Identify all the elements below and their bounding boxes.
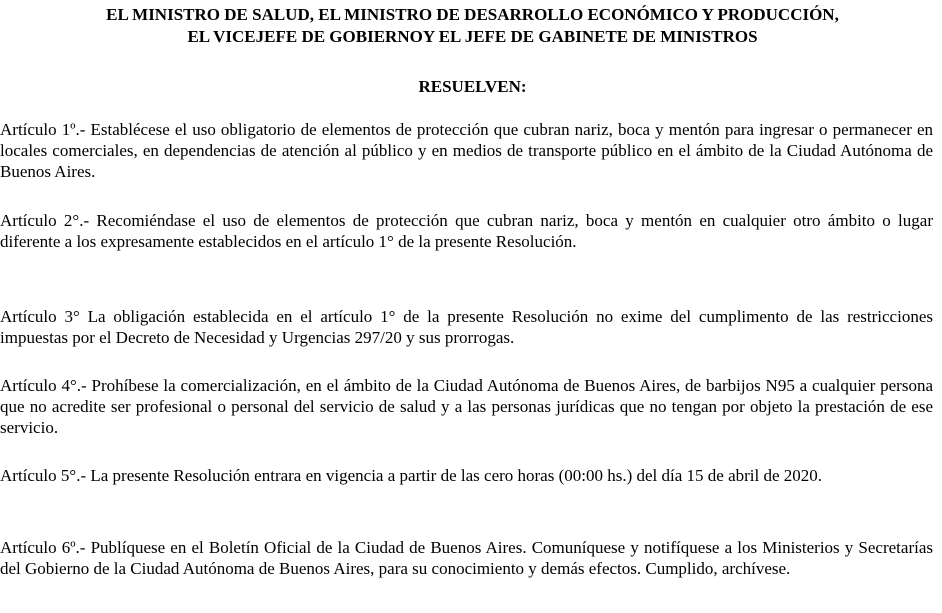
article-6: Artículo 6º.- Publíquese en el Boletín Oficial de la Ciudad de Buenos Aires. Comuníquese y notifíquese a los Ministerios y Secretarías del Gobierno de la Ciudad Autónoma de Buenos Aires, para su conocimiento y demás efectos. Cumplido, archívese. [0, 538, 933, 578]
header-line-1: EL MINISTRO DE SALUD, EL MINISTRO DE DESARROLLO ECONÓMICO Y PRODUCCIÓN, [106, 5, 839, 24]
article-1: Artículo 1º.- Establécese el uso obligatorio de elementos de protección que cubran nariz, boca y mentón para ingresar o permanecer en locales comerciales, en dependencias de atención al público y en medios de transporte público en el ámbito de la Ciudad Autónoma de Buenos Aires. [0, 120, 933, 181]
article-2: Artículo 2°.- Recomiéndase el uso de elementos de protección que cubran nariz, boca y mentón en cualquier otro ámbito o lugar diferente a los expresamente establecidos en el artículo 1° de la presente Resolución. [0, 211, 933, 251]
article-5: Artículo 5°.- La presente Resolución entrara en vigencia a partir de las cero horas (00:00 hs.) del día 15 de abril de 2020. [0, 466, 823, 485]
header-line-2: EL VICEJEFE DE GOBIERNOY EL JEFE DE GABINETE DE MINISTROS [187, 27, 758, 46]
resolution-heading: RESUELVEN: [418, 77, 527, 96]
document-header [6, 4, 939, 48]
document-page [6, 4, 939, 98]
article-3: Artículo 3° La obligación establecida en el artículo 1° de la presente Resolución no exime del cumplimento de las restricciones impuestas por el Decreto de Necesidad y Urgencias 297/20 y sus prorrogas. [0, 307, 933, 347]
article-4: Artículo 4°.- Prohíbese la comercialización, en el ámbito de la Ciudad Autónoma de Buenos Aires, de barbijos N95 a cualquier persona que no acredite ser profesional o personal del servicio de salud y a las personas jurídicas que no tengan por objeto la prestación de ese servicio. [0, 376, 933, 437]
